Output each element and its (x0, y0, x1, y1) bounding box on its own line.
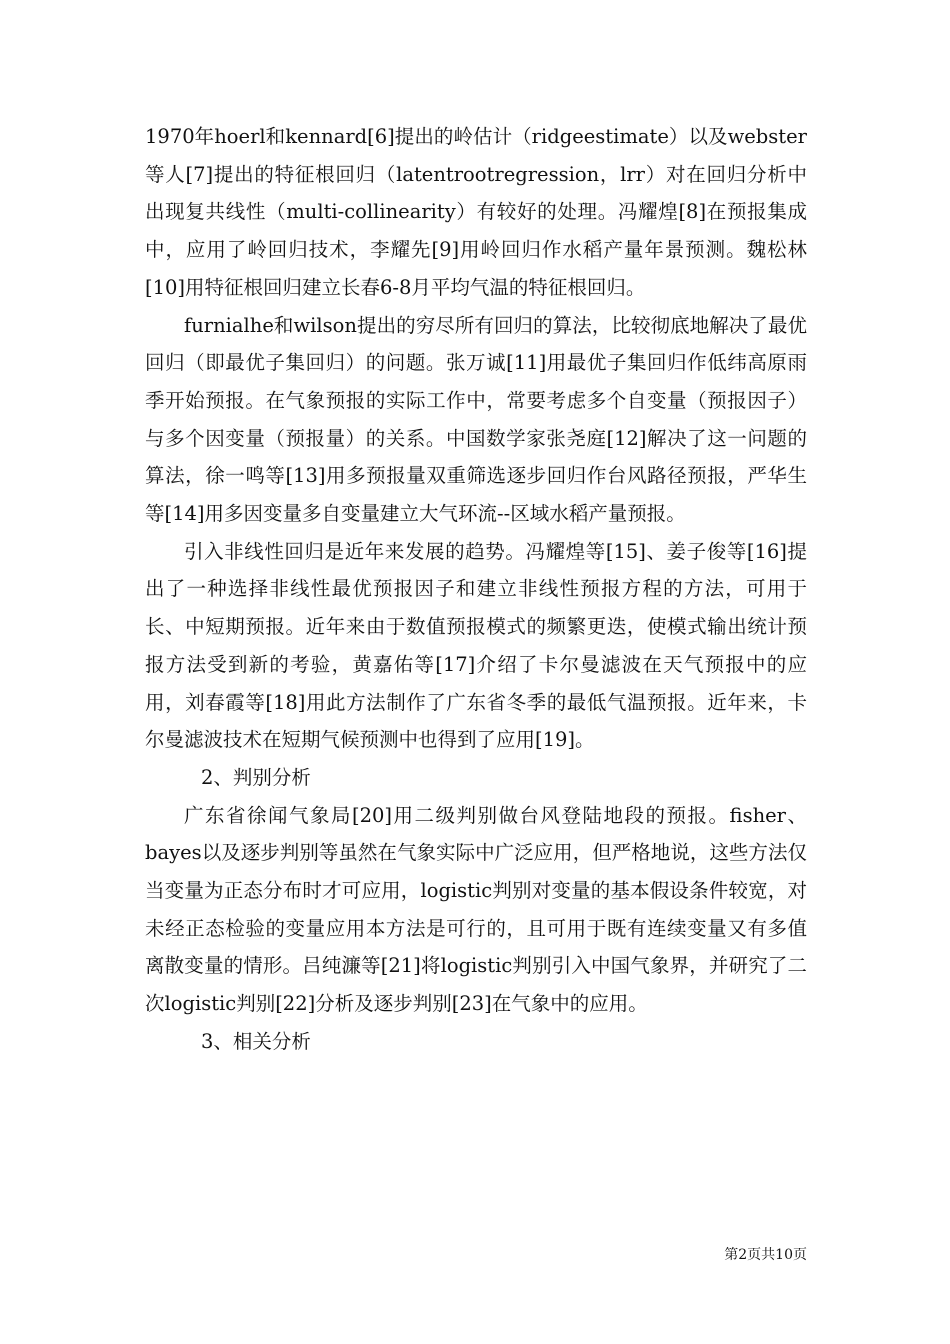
section-heading-discriminant-analysis: 2、判别分析 (201, 765, 311, 789)
section-heading-correlation-analysis: 3、相关分析 (201, 1029, 311, 1053)
page-number-footer: 第2页共10页 (724, 1247, 807, 1263)
paragraph-nonlinear-regression: 引入非线性回归是近年来发展的趋势。冯耀煌等[15]、姜子俊等[16]提出了一种选择非线性最优预报因子和建立非线性预报方程的方法，可用于长、中短期预报。近年来由于数值预报模式的频繁更迭，使模式输出统计预报方法受到新的考验，黄嘉佑等[17]介绍了卡尔曼滤波在天气预报中的应用，刘春霞等[18]用此方法制作了广东省冬季的最低气温预报。近年来，卡尔曼滤波技术在短期气候预测中也得到了应用[19]。 (145, 539, 807, 752)
paragraph-ridge-regression: 1970年hoerl和kennard[6]提出的岭估计（ridgeestimate）以及webster等人[7]提出的特征根回归（latentrootregression，lrr）对在回归分析中出现复共线性（multi-collinearity）有较好的处理。冯耀煌[8]在预报集成中，应用了岭回归技术，李耀先[9]用岭回归作水稻产量年景预测。魏松林[10]用特征根回归建立长春6-8月平均气温的特征根回归。 (145, 125, 807, 299)
paragraph-optimal-subset-regression: furnialhe和wilson提出的穷尽所有回归的算法，比较彻底地解决了最优回归（即最优子集回归）的问题。张万诚[11]用最优子集回归作低纬高原雨季开始预报。在气象预报的实际工作中，常要考虑多个自变量（预报因子）与多个因变量（预报量）的关系。中国数学家张尧庭[12]解决了这一问题的算法，徐一鸣等[13]用多预报量双重筛选逐步回归作台风路径预报，严华生等[14]用多因变量多自变量建立大气环流--区域水稻产量预报。 (145, 313, 807, 526)
page-body (145, 118, 807, 1061)
paragraph-discriminant-analysis: 广东省徐闻气象局[20]用二级判别做台风登陆地段的预报。fisher、bayes以及逐步判别等虽然在气象实际中广泛应用，但严格地说，这些方法仅当变量为正态分布时才可应用，logistic判别对变量的基本假设条件较宽，对未经正态检验的变量应用本方法是可行的，且可用于既有连续变量又有多值离散变量的情形。吕纯濂等[21]将logistic判别引入中国气象界，并研究了二次logistic判别[22]分析及逐步判别[23]在气象中的应用。 (145, 803, 807, 1016)
